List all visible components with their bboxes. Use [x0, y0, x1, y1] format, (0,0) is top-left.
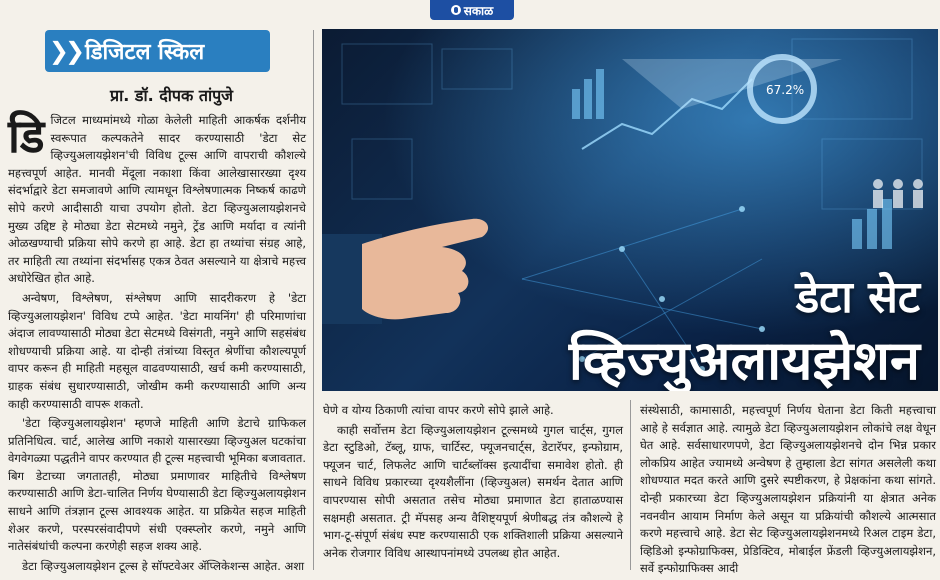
article-column-2 — [323, 402, 623, 564]
paragraph: काही सर्वोत्तम डेटा व्हिज्युअलायझेशन टूल्समध्ये गुगल चार्ट्स, गुगल डेटा स्टुडिओ, टॅब्लू, ग्राफ, चार्टिस्ट, फ्यूजनचार्ट्स, डेटारॅपर, इन्फोग्राम, फ्यूजन चार्ट, लिफलेट आणि चार्टब्लॉक्स इत्यादींचा समावेश होतो. ही साधने विविध प्रकारच्या दृश्यशैलींना (व्हिज्युअल) समर्थन देतात आणि वापरण्यास सोपी असतात तसेच मोठ्या प्रमाणात डेटा हाताळण्यास सक्षमही असतात. ट्री मॅपसह अन्य वैशिष्ट्यपूर्ण श्रेणीबद्ध तंत्र कौशल्ये हे भाग-टू-संपूर्ण संबंध स्पष्ट करण्यासाठी एक शक्तिशाली प्रक्रिया असल्याने अनेक रोजगार विविध आस्थापनांमध्ये उपलब्ध होत आहेत. — [323, 422, 623, 560]
drop-cap: डि — [8, 109, 45, 163]
article-column-1 — [8, 109, 306, 577]
article-photo — [322, 29, 938, 391]
section-label-text: डिजिटल स्किल — [85, 40, 205, 65]
section-label — [45, 30, 270, 72]
paragraph: 'डेटा व्हिज्युअलायझेशन' म्हणजे माहिती आणि डेटाचे ग्राफिकल प्रतिनिधित्व. चार्ट, आलेख आणि नकाशे यासारख्या व्हिज्युअल घटकांचा वेगवेगळ्या पद्धतीने वापर करण्यात ही टूल्स महत्त्वाची भूमिका बजावतात. बिग डेटाच्या जगतातही, मोठ्या प्रमाणावर माहितीचे विश्लेषण करण्यासाठी आणि डेटा-चालित निर्णय घेण्यासाठी डेटा व्हिज्युअलायझेशन साधने आणि तंत्रज्ञान टूल्स आवश्यक आहेत. या प्रक्रियेत सहज माहिती शेअर करणे, परस्परसंवादीपणे संधी एक्स्प्लोर करणे, नमुने आणि नातेसंबंधांची कल्पना करणेही सहज शक्य आहे. — [8, 416, 306, 554]
paragraph: डेटा व्हिज्युअलायझेशन टूल्स हे सॉफ्टवेअर ॲप्लिकेशन्स आहेत. अशा — [22, 558, 305, 573]
paragraph: अन्वेषण, विश्लेषण, संश्लेषण आणि सादरीकरण हे 'डेटा व्हिज्युअलायझेशन' विविध टप्पे आहेत. 'डेटा मायनिंग' ही परिमाणांचा अंदाज लावण्यासाठी मोठ्या डेटा सेटमध्ये विसंगती, नमुने आणि सहसंबंध शोधण्याची प्रक्रिया आहे. या दोन्ही तंत्रांच्या विस्तृत श्रेणींचा कौशल्यपूर्ण वापर करून ही माहिती महसूल वाढवण्यासाठी, खर्च कमी करण्यासाठी, ग्राहक संबंध सुधारण्यासाठी, जोखीम कमी करण्यासाठी आणि अन्य काही करण्यासाठी वापरू शकतो. — [8, 290, 306, 411]
article-column-3 — [640, 402, 936, 580]
column-divider — [313, 30, 314, 570]
headline-line-2: व्हिज्युअलायझेशन — [568, 329, 920, 391]
column-divider — [630, 400, 631, 570]
masthead-name: सकाळ — [463, 3, 494, 18]
paragraph: संस्थेसाठी, कामासाठी, महत्त्वपूर्ण निर्णय घेताना डेटा किती महत्त्वाचा आहे हे सर्वज्ञात आहे. त्यामुळे डेटा व्हिज्युअलायझेशन लोकांचे लक्ष वेधून घेत आहे. सर्वसाधारणपणे, डेटा व्हिज्युअलायझेशनचे दोन भिन्न प्रकार लोकप्रिय आहेत ज्यामध्ये अन्वेषण हे तुम्हाला डेटा सांगत असलेली कथा शोधण्यात मदत करते आणि दुसरे स्पष्टीकरण, हे प्रेक्षकांना कथा सांगते. दोन्ही प्रकारच्या डेटा व्हिज्युअलायझेशन प्रक्रियांनी या क्षेत्रात अनेक नवनवीन आयाम निर्माण केले असून या प्रक्रियांची कौशल्ये आत्मसात करणे महत्त्वाचे आहे. डेटा सेट व्हिज्युअलायझेशनमध्ये रिअल टाइम डेटा, व्हिडिओ इन्फोग्राफिक्स, प्रेडिक्टिव, मोबाईल फ्रेंडली व्हिज्युअलायझेशन, सर्वे इन्फोग्राफिक्स आदी — [640, 403, 936, 576]
photo-stat: 67.2% — [766, 83, 805, 97]
paragraph: जिटल माध्यमांमध्ये गोळा केलेली माहिती आकर्षक दर्शनीय स्वरूपात कल्पकतेने सादर करण्यासाठी 'डेटा सेट व्हिज्युअलायझेशन'ची विविध टूल्स आणि वापराची कौशल्ये महत्त्वपूर्ण आहेत. मानवी मेंदूला नकाशा किंवा आलेखासारख्या दृश्य संदर्भाद्वारे डेटा समजावणे आणि त्यामधून विश्लेषणात्मक निष्कर्ष काढणे सोपे करणे आदीसाठी याचा उपयोग होतो. डेटा व्हिज्युअलायझेशनचे मुख्य उद्दिष्ट हे मोठ्या डेटा सेटमध्ये नमुने, ट्रेंड आणि मर्यादा व त्यांनी ओळखण्याची प्रक्रिया सोपे करणे हा आहे. डेटा हा तथ्यांचा संग्रह आहे, तर माहिती त्या तथ्यांना संदर्भासह एकत्र ठेवत असल्याने या क्षेत्राचे महत्त्व अधोरेखित होत आहे. — [8, 113, 306, 286]
sakal-logo-icon — [451, 5, 461, 15]
headline-line-1: डेटा सेट — [795, 272, 920, 323]
paragraph: घेणे व योग्य ठिकाणी त्यांचा वापर करणे सोपे झाले आहे. — [323, 403, 554, 417]
byline: प्रा. डॉ. दीपक तांपुजे — [110, 86, 234, 105]
double-chevron-icon: ❯❯ — [48, 37, 82, 65]
masthead — [430, 0, 514, 20]
